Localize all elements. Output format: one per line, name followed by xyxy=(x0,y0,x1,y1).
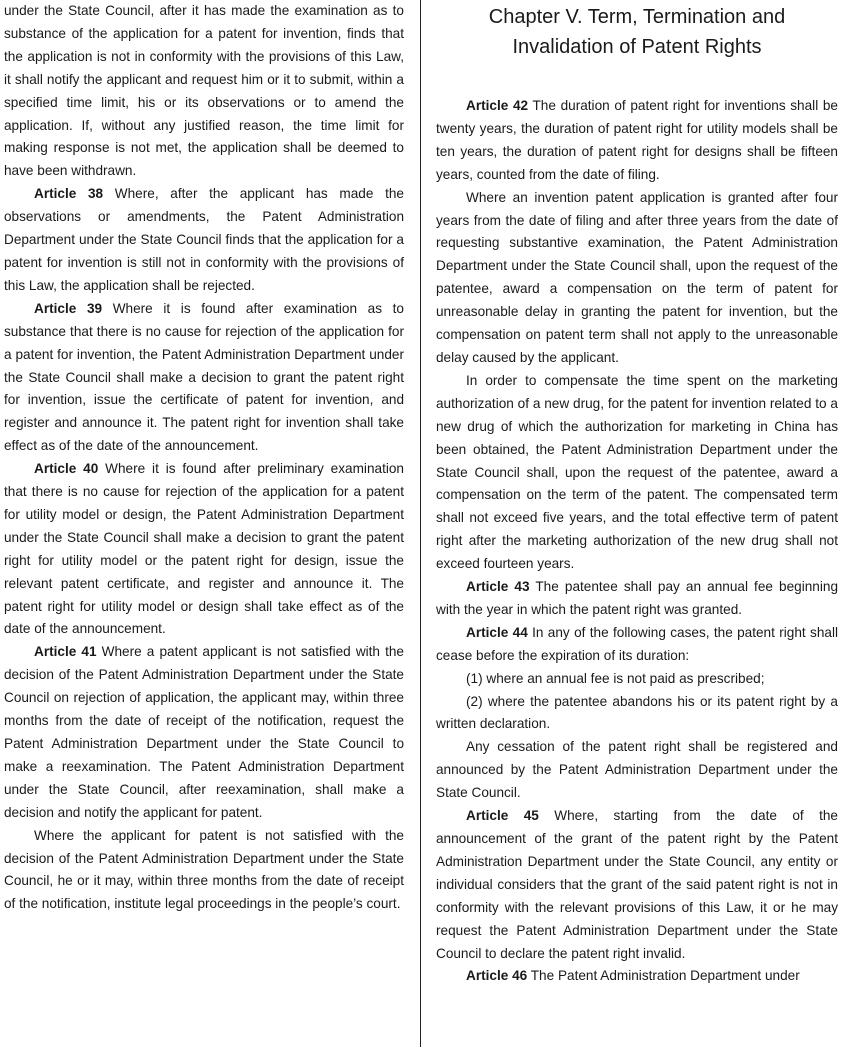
article-label: Article 42 xyxy=(466,98,529,113)
article-45: Article 45 Where, starting from the date of the announcement of the grant of the patent right by the Patent Administration Department under the State Council, any entity or individual considers that the grant of the said patent right is not in conformity with the relevant provisions of this Law, it or he may request the Patent Administration Department under the State Council to declare the patent right invalid. xyxy=(436,808,838,961)
article-44-paragraph-2: Any cessation of the patent right shall be registered and announced by the Patent Administration Department under the State Council. xyxy=(436,739,838,801)
article-label: Article 39 xyxy=(34,300,103,316)
article-42-paragraph-3: In order to compensate the time spent on the marketing authorization of a new drug, for the patent for invention related to a new drug of which the authorization for marketing in China has been obtained, the Patent Administration Department under the State Council shall, upon the request of the patentee, award a compensation on the term of the patent. The compensated term shall not exceed five years, and the total effective term of patent right after the marketing authorization of the new drug shall not exceed fourteen years. xyxy=(436,372,838,572)
chapter-title xyxy=(436,0,838,62)
column-divider xyxy=(420,0,421,1047)
article-label: Article 43 xyxy=(466,579,530,595)
article-46: Article 46 The Patent Administration Department under xyxy=(466,968,800,984)
article-label: Article 41 xyxy=(34,644,97,660)
article-43: Article 43 The patentee shall pay an annual fee beginning with the year in which the patent right was granted. xyxy=(436,579,838,617)
chapter-title-line-2: Invalidation of Patent Rights xyxy=(512,36,762,58)
article-44: Article 44 In any of the following cases, the patent right shall cease before the expiration of its duration: xyxy=(436,624,838,663)
article-label: Article 46 xyxy=(466,968,528,984)
article-41: Article 41 Where a patent applicant is not satisfied with the decision of the Patent Administration Department under the State Council on rejection of application, the applicant may, within three months from the date of receipt of the notification, request the Patent Administration Department under the State Council to make a reexamination. The Patent Administration Department under the State Council, after reexamination, shall make a decision and notify the applicant for patent. xyxy=(4,644,404,820)
right-column xyxy=(436,0,838,988)
article-40: Article 40 Where it is found after preliminary examination that there is no cause for rejection of the application for a patent for utility model or design, the Patent Administration Department under the State Council shall make a decision to grant the patent right for utility model or the patent right for design, issue the relevant patent certificate, and register and announce it. The patent right for utility model or design shall take effect as of the date of the announcement. xyxy=(4,461,404,637)
article-44-item-1: (1) where an annual fee is not paid as prescribed; xyxy=(466,670,765,686)
article-42: Article 42 The duration of patent right for inventions shall be twenty years, the duration of patent right for utility models shall be ten years, the duration of patent right for designs shall be fifteen years, counted from the date of filing. xyxy=(436,98,838,182)
article-38: Article 38 Where, after the applicant has made the observations or amendments, the Patent Administration Department under the State Council finds that the application for a patent for invention is still not in conformity with the provisions of this Law, the application shall be rejected. xyxy=(4,186,404,293)
article-label: Article 40 xyxy=(34,461,99,477)
article-label: Article 38 xyxy=(34,186,104,202)
article-label: Article 45 xyxy=(466,808,539,824)
chapter-title-line-1: Chapter V. Term, Termination and xyxy=(488,6,786,28)
paragraph-a37-continuation: under the State Council, after it has made the examination as to substance of the application for a patent for invention, finds that the application is not in conformity with the provisions of this Law, it shall notify the applicant and request him or it to submit, within a specified time limit, his or its observations or to amend the application. If, without any justified reason, the time limit for making response is not met, the application shall be deemed to have been withdrawn. xyxy=(4,3,404,179)
article-42-paragraph-2: Where an invention patent application is granted after four years from the date of filing and after three years from the date of requesting substantive examination, the Patent Administration Department under the State Council shall, upon the request of the patentee, award a compensation on the term of patent for unreasonable delay in granting the patent for invention, but the compensation on patent term shall not apply to the unreasonable delay caused by the applicant. xyxy=(436,189,838,365)
article-39: Article 39 Where it is found after examination as to substance that there is no cause for rejection of the application for a patent for invention, the Patent Administration Department under the State Council shall make a decision to grant the patent right for invention, issue the certificate of patent for invention, and register and announce it. The patent right for invention shall take effect as of the date of the announcement. xyxy=(4,300,404,454)
left-column xyxy=(4,0,404,916)
article-label: Article 44 xyxy=(466,624,528,640)
article-44-item-2: (2) where the patentee abandons his or its patent right by a written declaration. xyxy=(436,693,838,732)
article-41-paragraph-2: Where the applicant for patent is not satisfied with the decision of the Patent Administration Department under the State Council, he or it may, within three months from the date of receipt of the notification, institute legal proceedings in the people’s court. xyxy=(4,827,404,912)
